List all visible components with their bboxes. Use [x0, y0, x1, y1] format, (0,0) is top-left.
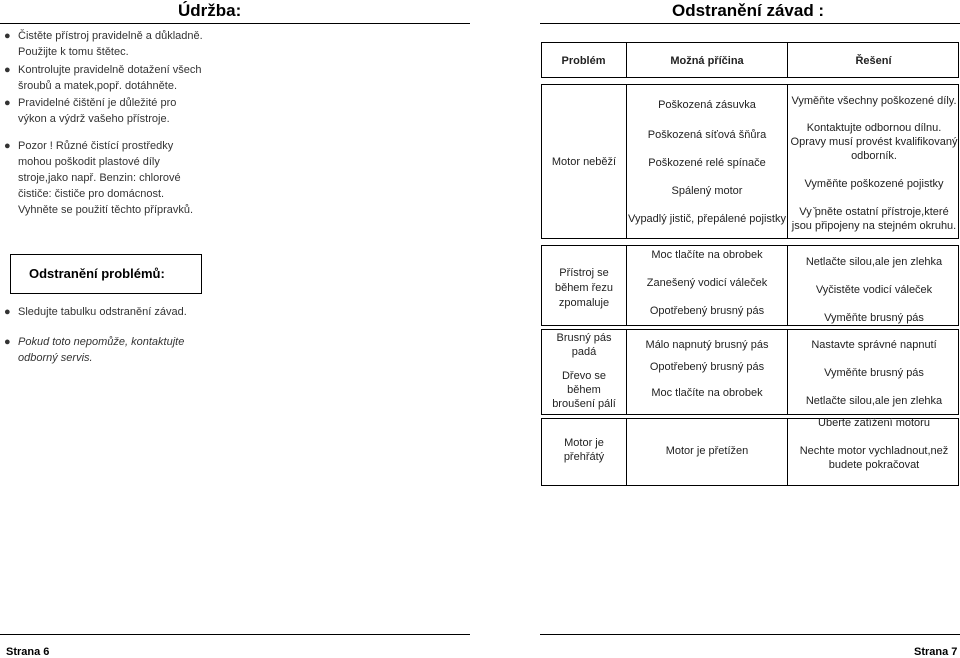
bullet-icon: ● [4, 336, 11, 348]
solution-text: Vyčistěte vodicí váleček [815, 284, 933, 296]
page-title-maintenance: Údržba: [178, 1, 242, 20]
cause-text: Spálený motor [671, 185, 743, 197]
cause-text: Poškozené relé spínače [648, 157, 766, 169]
problem-text: Brusný pás padá [556, 332, 612, 358]
cause-text: Opotřebený brusný pás [649, 305, 765, 317]
problem-text: Dřevo se během broušení pálí [552, 370, 616, 410]
footer-rule-right [540, 634, 960, 635]
troubleshooting-title: Odstranění problémů: [10, 254, 202, 294]
problem-text: Motor neběží [551, 156, 617, 168]
bullet-icon: ● [4, 97, 11, 109]
solution-text: Vy ̌pněte ostatní přístroje,které jsou připojeny na stejném okruhu. [791, 206, 957, 232]
column-header-cause: Možná příčina [670, 55, 744, 67]
page-title-troubleshooting: Odstranění závad : [672, 1, 825, 20]
bullet-item: ● Kontrolujte pravidelně dotažení všech šroubů a matek,popř. dotáhněte. [4, 64, 202, 92]
solution-text: Vyměňte brusný pás [824, 312, 924, 324]
cause-text: Moc tlačíte na obrobek [651, 387, 763, 399]
bullet-icon: ● [4, 140, 11, 152]
cause-text: Zanešený vodicí váleček [646, 277, 768, 289]
cause-text: Poškozená zásuvka [658, 99, 756, 111]
column-header-problem: Problém [561, 55, 606, 67]
bullet-icon: ● [4, 306, 11, 318]
solution-text: Nechte motor vychladnout,než budete pokračovat [799, 445, 949, 471]
cause-text: Motor je přetížen [665, 445, 749, 457]
page-number-left: Strana 6 [6, 646, 50, 658]
cause-text: Opotřebený brusný pás [649, 361, 765, 373]
solution-text: Vyměňte poškozené pojistky [804, 178, 944, 190]
cause-text: Moc tlačíte na obrobek [651, 249, 763, 261]
header-rule-right [540, 23, 960, 24]
column-header-solution: Řešení [855, 55, 892, 67]
solution-text: Netlačte silou,ale jen zlehka [805, 395, 943, 407]
solution-text: Vyměňte brusný pás [824, 367, 924, 379]
page-number-right: Strana 7 [914, 646, 958, 658]
solution-text: Kontaktujte odbornou dílnu. Opravy musí provést kvalifikovaný odborník. [790, 122, 958, 162]
cause-text: Málo napnutý brusný pás [645, 339, 769, 351]
bullet-item-warning: ● Pozor ! Různé čistící prostředky mohou poškodit plastové díly stroje,jako např. Benzin: chlorové čističe: čističe pro domácnost. Vyhněte se použití těchto přípravků. [4, 140, 194, 216]
bullet-icon: ● [4, 30, 11, 42]
bullet-icon: ● [4, 64, 11, 76]
cause-text: Vypadlý jistič, přepálené pojistky [628, 213, 786, 225]
problem-text: Přístroj se během řezu zpomaluje [554, 267, 614, 309]
bullet-item: ● Sledujte tabulku odstranění závad. [4, 306, 187, 318]
problem-text: Motor je přehřátý [563, 437, 605, 463]
footer-rule-left [0, 634, 470, 635]
solution-text: Nastavte správné napnutí [811, 339, 937, 351]
solution-text: Netlačte silou,ale jen zlehka [805, 256, 943, 268]
bullet-item: ● Čistěte přístroj pravidelně a důkladně. Použijte k tomu štětec. [4, 30, 203, 58]
solution-text: Uberte zatížení motoru [818, 417, 930, 429]
header-rule-left [0, 23, 470, 24]
bullet-item: ● Pokud toto nepomůže, kontaktujte odborný servis. [4, 336, 185, 364]
solution-text: Vyměňte všechny poškozené díly. [791, 95, 957, 107]
cause-text: Poškozená síťová šňůra [647, 129, 767, 141]
bullet-item: ● Pravidelné čištění je důležité pro výkon a výdrž vašeho přístroje. [4, 97, 177, 125]
